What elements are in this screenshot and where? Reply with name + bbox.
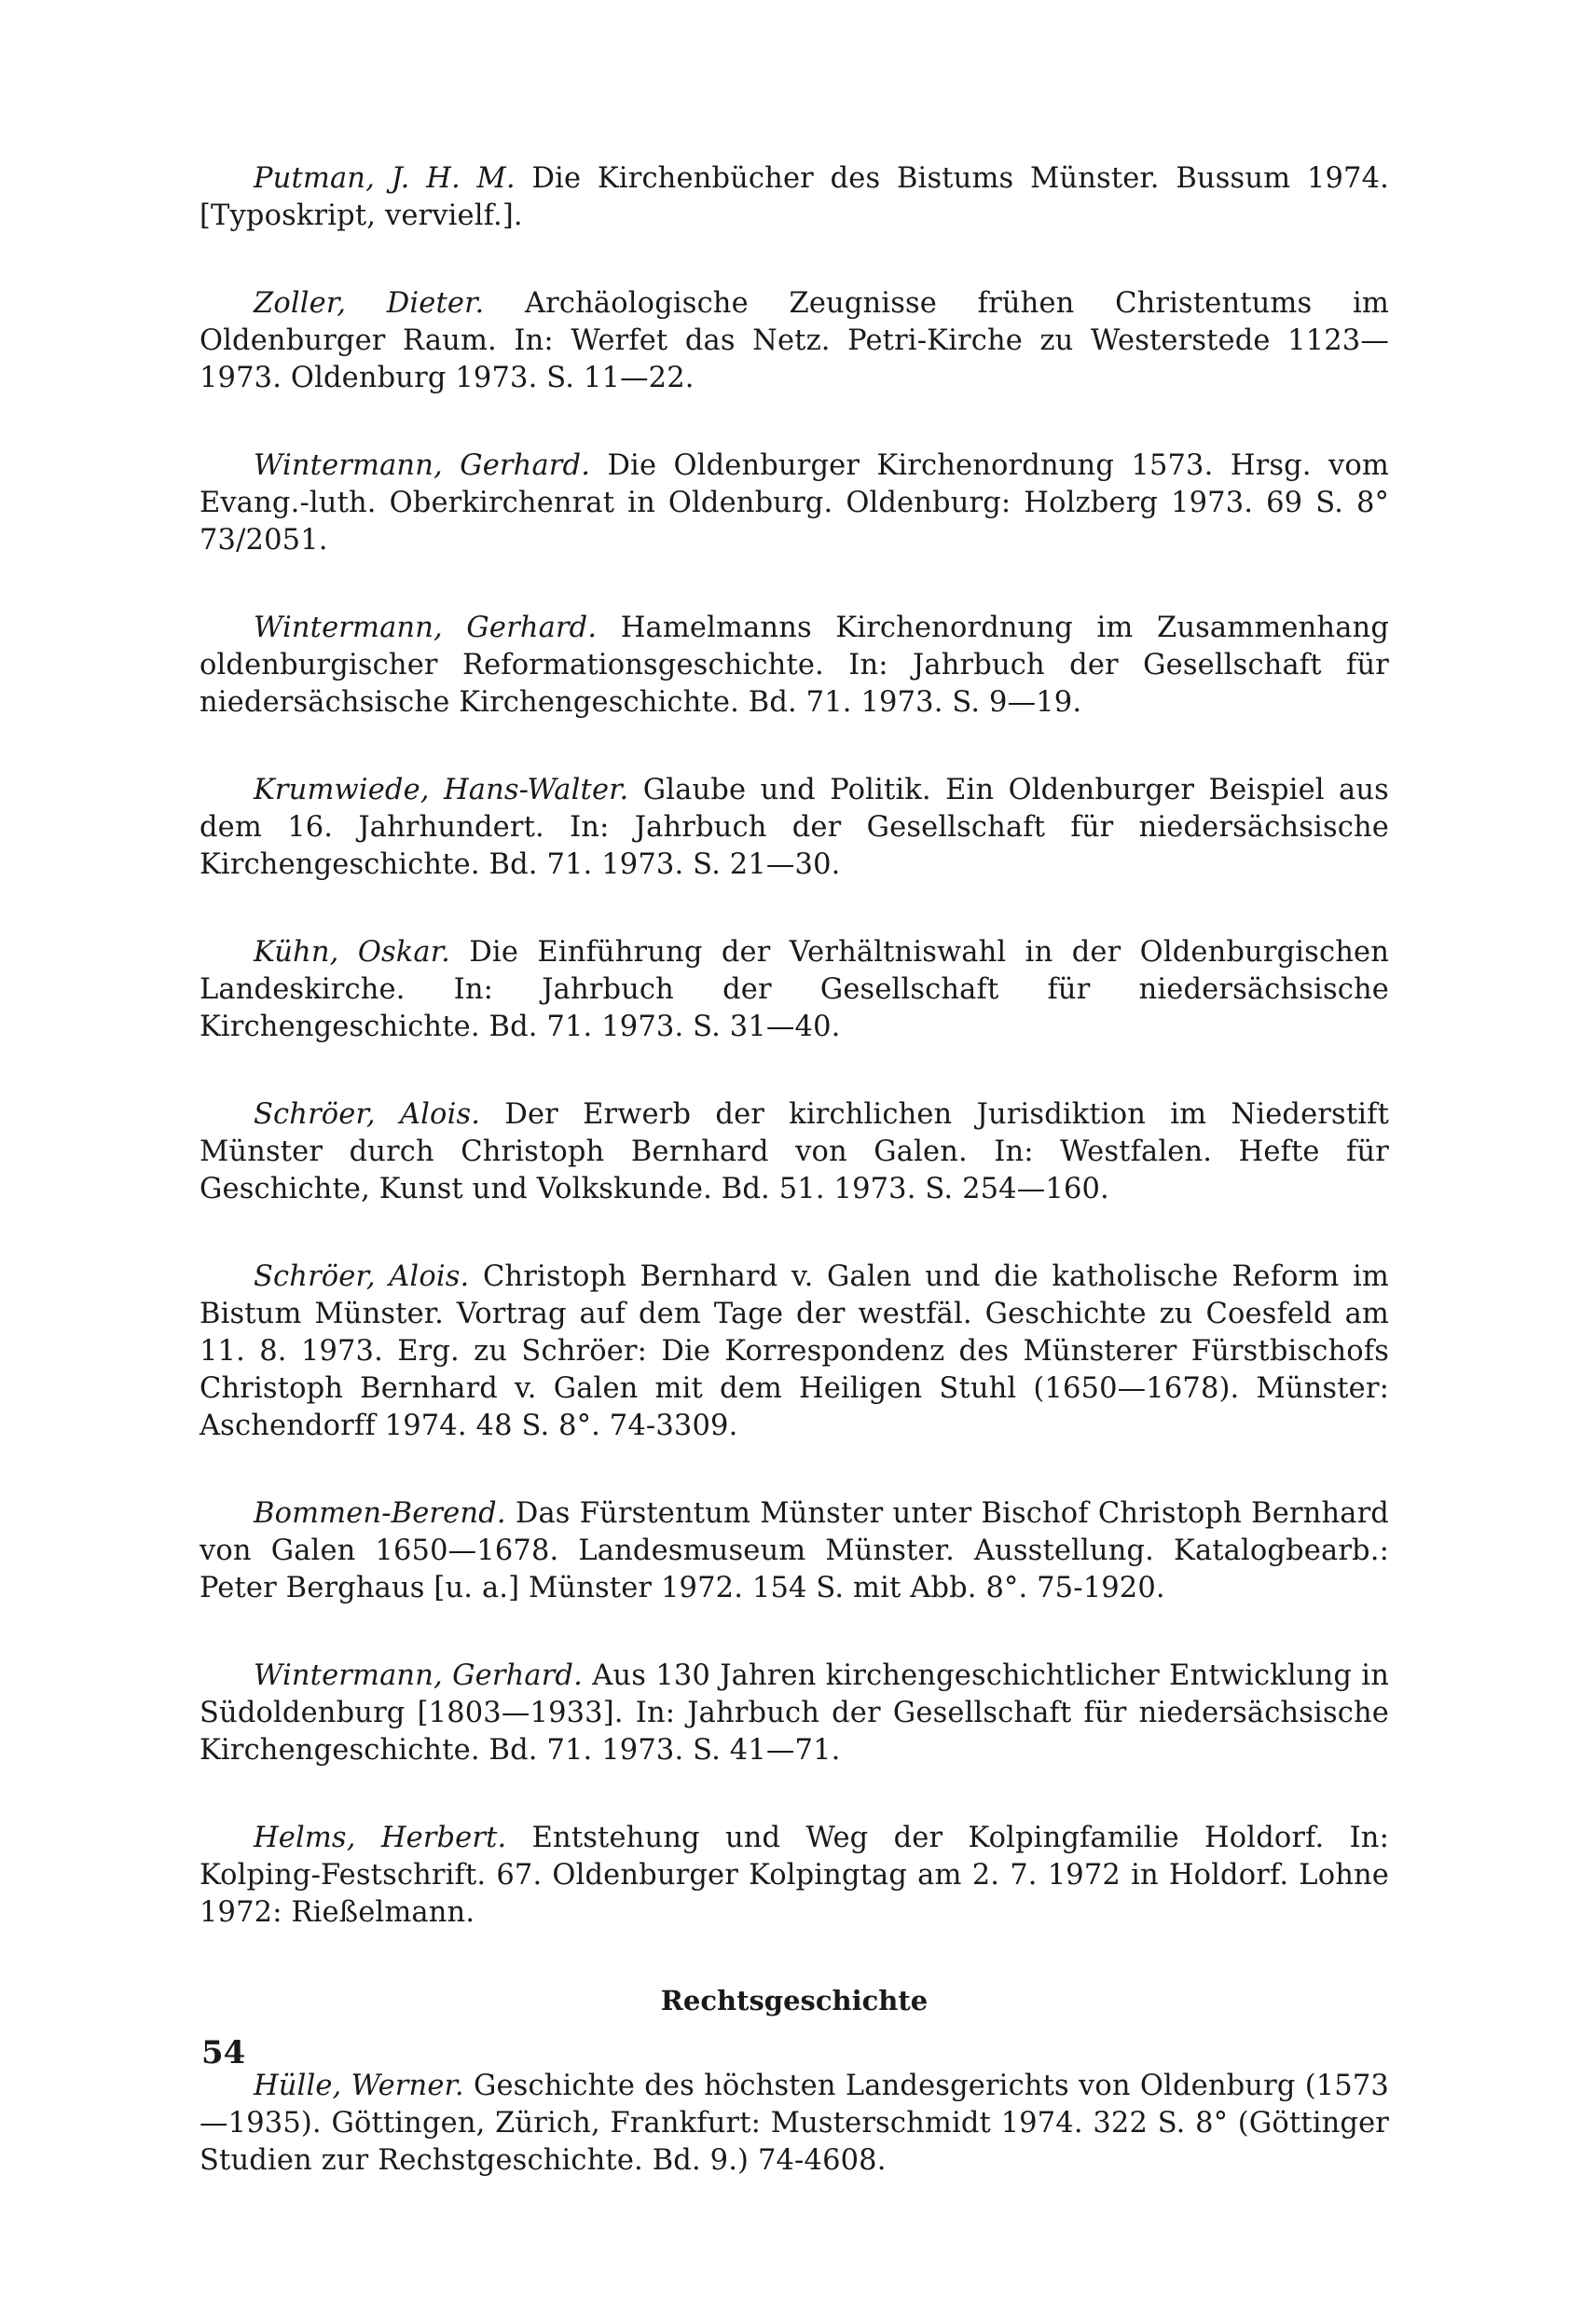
entry-author: Zoller, Dieter.: [254, 287, 485, 320]
entry-author: Putman, J. H. M.: [254, 162, 516, 195]
entry-text: Glaube und Politik. Ein Oldenburger Beispiel aus dem 16. Jahrhundert. In: Jahrbuch der Gesellschaft für niedersächsische Kirchengeschichte. Bd. 71. 1973. S. 21—30.: [200, 774, 1389, 881]
entry-author: Hülle, Werner.: [254, 2070, 464, 2102]
bibliography-entry: [200, 1658, 1389, 1769]
bibliography-entry: [200, 160, 1389, 235]
bibliography-entry: [200, 934, 1389, 1046]
bibliography-entry: [200, 1096, 1389, 1208]
section-heading: Rechtsgeschichte: [660, 1985, 929, 2016]
entry-text: Archäologische Zeugnisse frühen Christentums im Oldenburger Raum. In: Werfet das Netz. Petri-Kirche zu Westerstede 1123—1973. Oldenburg 1973. S. 11—22.: [200, 287, 1389, 394]
entry-author: Kühn, Oskar.: [254, 936, 450, 969]
bibliography-entry: [200, 1259, 1389, 1445]
entry-text: Die Kirchenbücher des Bistums Münster. Bussum 1974. [Typoskript, vervielf.].: [200, 162, 1389, 232]
page-body: [200, 160, 1389, 2230]
entry-text: Geschichte des höchsten Landesgerichts von Oldenburg (1573—1935). Göttingen, Zürich, Frankfurt: Musterschmidt 1974. 322 S. 8° (Göttinger Studien zur Rechstgeschichte. Bd. 9.) 74-4608.: [200, 2070, 1389, 2177]
entry-text: Die Einführung der Verhältniswahl in der Oldenburgischen Landeskirche. In: Jahrbuch der Gesellschaft für niedersächsische Kirchengeschichte. Bd. 71. 1973. S. 31—40.: [200, 936, 1389, 1043]
bibliography-entry: [200, 610, 1389, 722]
bibliography-entry: [200, 2068, 1389, 2180]
entry-text: Aus 130 Jahren kirchengeschichtlicher Entwicklung in Südoldenburg [1803—1933]. In: Jahrbuch der Gesellschaft für niedersächsische Kirchengeschichte. Bd. 71. 1973. S. 41—71.: [200, 1659, 1389, 1767]
bibliography-entry: [200, 285, 1389, 397]
bibliography-entry: [200, 447, 1389, 559]
entry-text: Die Oldenburger Kirchenordnung 1573. Hrsg. vom Evang.-luth. Oberkirchenrat in Oldenburg. Oldenburg: Holzberg 1973. 69 S. 8° 73/2051.: [200, 449, 1389, 557]
entry-author: Krumwiede, Hans-Walter.: [254, 774, 629, 806]
page-number: 54: [201, 2034, 246, 2071]
entry-text: Christoph Bernhard v. Galen und die katholische Reform im Bistum Münster. Vortrag auf dem Tage der westfäl. Geschichte zu Coesfeld am 11. 8. 1973. Erg. zu Schröer: Die Korrespondenz des Münsterer Fürstbischofs Christoph Bernhard v. Galen mit dem Heiligen Stuhl (1650—1678). Münster: Aschendorff 1974. 48 S. 8°. 74-3309.: [200, 1260, 1389, 1442]
entry-author: Wintermann, Gerhard.: [254, 449, 591, 482]
entry-author: Wintermann, Gerhard.: [254, 1659, 583, 1692]
entry-author: Bommen-Berend.: [254, 1497, 506, 1530]
entry-text: Hamelmanns Kirchenordnung im Zusammenhang oldenburgischer Reformationsgeschichte. In: Jahrbuch der Gesellschaft für niedersächsische Kirchengeschichte. Bd. 71. 1973. S. 9—19.: [200, 612, 1389, 719]
bibliography-entry: [200, 772, 1389, 884]
bibliography-entry: [200, 1820, 1389, 1932]
entry-text: Entstehung und Weg der Kolpingfamilie Holdorf. In: Kolping-Festschrift. 67. Oldenburger Kolpingtag am 2. 7. 1972 in Holdorf. Lohne 1972: Rießelmann.: [200, 1822, 1389, 1929]
entry-author: Helms, Herbert.: [254, 1822, 507, 1854]
bibliography-entry: [200, 1495, 1389, 1607]
entry-author: Schröer, Alois.: [254, 1260, 470, 1293]
entry-author: Schröer, Alois.: [254, 1098, 481, 1131]
entry-text: Das Fürstentum Münster unter Bischof Christoph Bernhard von Galen 1650—1678. Landesmuseum Münster. Ausstellung. Katalogbearb.: Peter Berghaus [u. a.] Münster 1972. 154 S. mit Abb. 8°. 75-1920.: [200, 1497, 1389, 1604]
entry-text: Der Erwerb der kirchlichen Jurisdiktion im Niederstift Münster durch Christoph Bernhard von Galen. In: Westfalen. Hefte für Geschichte, Kunst und Volkskunde. Bd. 51. 1973. S. 254—160.: [200, 1098, 1389, 1205]
entry-author: Wintermann, Gerhard.: [254, 612, 598, 644]
